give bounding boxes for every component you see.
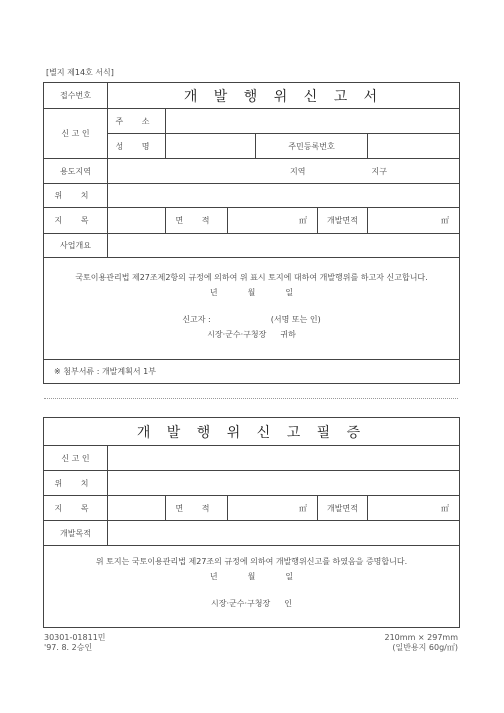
dev-area-label: 개발면적 [318, 208, 368, 234]
zone-text-region: 지역 [290, 166, 306, 176]
address-label: 주 소 [108, 109, 166, 134]
form-label: [별지 제14호 서식] [46, 68, 114, 77]
paper-size: 210mm × 297mm [384, 633, 458, 642]
certificate-table [43, 417, 460, 628]
business-field[interactable] [108, 234, 460, 258]
cert-area-field[interactable] [228, 496, 318, 521]
report-declaration [44, 258, 460, 360]
zone-field[interactable] [108, 159, 460, 184]
cert-date-year: 년 [209, 572, 218, 581]
receipt-no-label: 접수번호 [44, 83, 108, 109]
report-date-month: 월 [247, 288, 256, 297]
dev-area-field[interactable] [368, 208, 460, 234]
reporter-sign-label: 신고자 : [182, 315, 211, 324]
cert-purpose-field[interactable] [108, 521, 460, 546]
cert-date-month: 월 [247, 572, 256, 581]
area-unit: ㎡ [299, 216, 307, 225]
report-honorific: 귀하 [280, 330, 296, 339]
cert-location-field[interactable] [108, 471, 460, 496]
cut-line [44, 398, 458, 399]
report-date-day: 일 [285, 288, 294, 297]
cert-reporter-field[interactable] [108, 446, 460, 471]
certificate-declaration [44, 546, 460, 628]
zone-label: 용도지역 [44, 159, 108, 184]
address-field[interactable] [166, 109, 460, 134]
area-field[interactable] [228, 208, 318, 234]
name-label: 성 명 [108, 134, 166, 159]
land-type-field[interactable] [108, 208, 166, 234]
business-label: 사업개요 [44, 234, 108, 258]
cert-location-label: 위 치 [44, 471, 108, 496]
resident-no-field[interactable] [368, 134, 460, 159]
footer-right [385, 633, 459, 653]
land-type-label: 지 목 [44, 208, 108, 234]
cert-area-label: 면 적 [166, 496, 228, 521]
name-field[interactable] [166, 134, 256, 159]
report-recipient: 시장·군수·구청장 [207, 330, 267, 339]
report-form-table [43, 82, 460, 384]
attachments-note: ※ 첨부서류 : 개발계획서 1부 [44, 360, 460, 384]
location-label: 위 치 [44, 184, 108, 208]
report-title: 개 발 행 위 신 고 서 [108, 83, 460, 109]
cert-date-day: 일 [285, 572, 294, 581]
cert-seal: 인 [284, 599, 292, 608]
resident-no-label: 주민등록번호 [256, 134, 368, 159]
cert-purpose-label: 개발목적 [44, 521, 108, 546]
footer-left [44, 633, 106, 653]
cert-land-type-label: 지 목 [44, 496, 108, 521]
certificate-statement: 위 토지는 국토이용관리법 제27조의 규정에 의하여 개발행위신고를 하였음을 증명합니다. [95, 557, 408, 566]
sign-note: (서명 또는 인) [270, 315, 321, 324]
cert-area-unit: ㎡ [299, 503, 307, 513]
approval-date: '97. 8. 2승인 [44, 643, 93, 652]
cert-dev-area-unit: ㎡ [441, 503, 449, 513]
reporter-label: 신 고 인 [44, 109, 108, 159]
form-code: 30301-01811민 [44, 633, 106, 642]
area-label: 면 적 [166, 208, 228, 234]
paper-type: (일반용지 60g/㎡) [392, 643, 458, 652]
report-date-year: 년 [209, 288, 218, 297]
location-field[interactable] [108, 184, 460, 208]
dev-area-unit: ㎡ [441, 216, 450, 225]
report-statement: 국토이용관리법 제27조제2항의 규정에 의하여 위 표시 토지에 대하여 개발행위를 하고자 신고합니다. [75, 273, 428, 282]
cert-land-type-field[interactable] [108, 496, 166, 521]
cert-dev-area-field[interactable] [368, 496, 460, 521]
cert-issuer: 시장·군수·구청장 [211, 599, 271, 608]
certificate-title: 개 발 행 위 신 고 필 증 [44, 418, 460, 446]
cert-dev-area-label: 개발면적 [318, 496, 368, 521]
cert-reporter-label: 신 고 인 [44, 446, 108, 471]
zone-text-district: 지구 [371, 166, 387, 176]
